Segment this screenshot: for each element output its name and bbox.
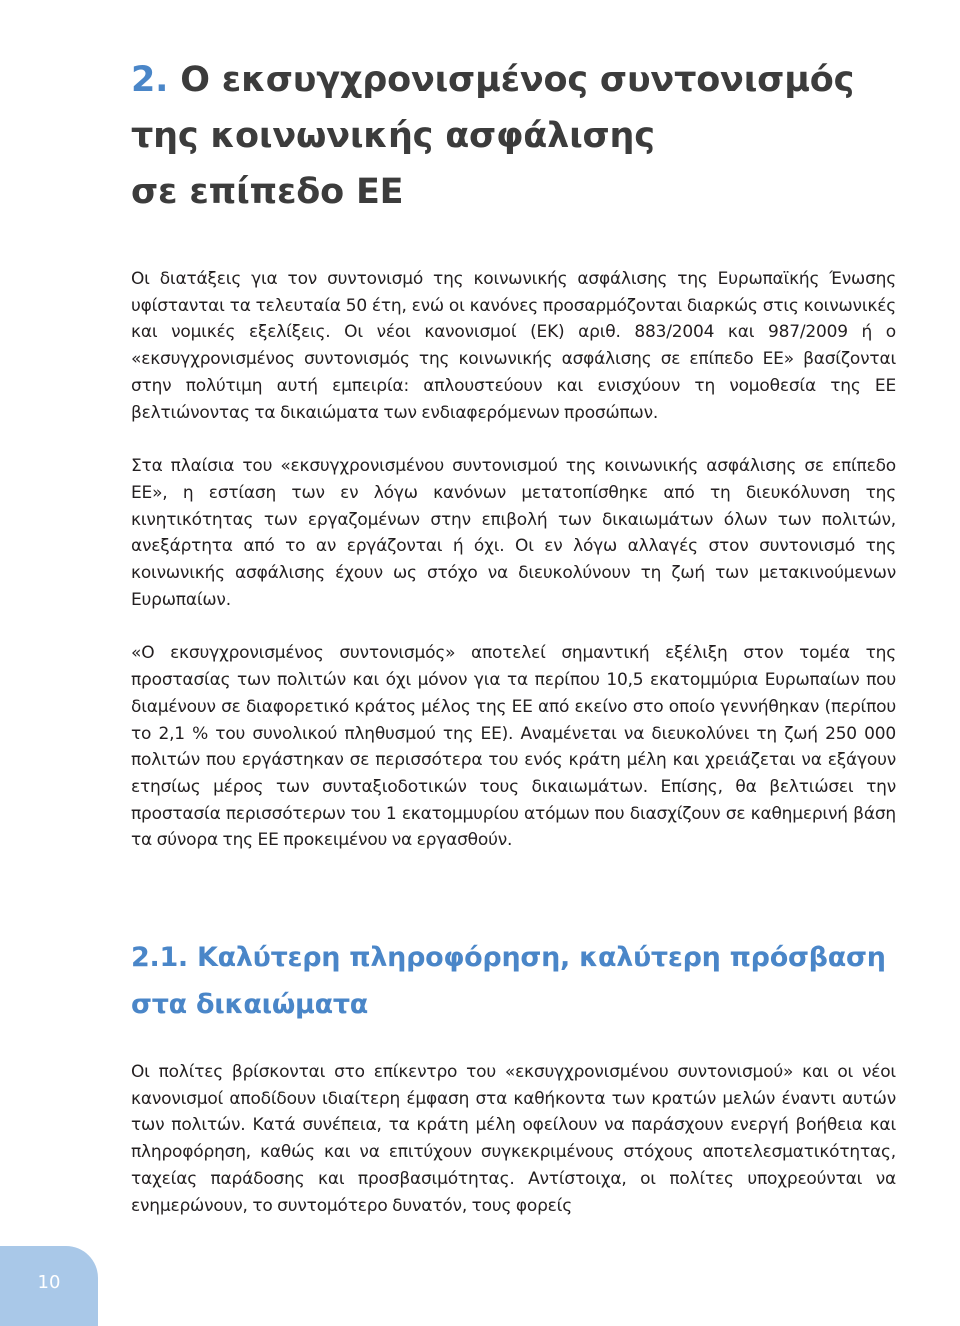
- section-title: [131, 934, 896, 1028]
- chapter-number: 2.: [131, 60, 169, 100]
- chapter-title-line-2: της κοινωνικής ασφάλισης: [131, 116, 655, 156]
- section-number: 2.1.: [131, 942, 188, 974]
- chapter-title-line-3: σε επίπεδο ΕΕ: [131, 172, 404, 212]
- section-title-line-1: Καλύτερη πληροφόρηση, καλύτερη πρόσβαση: [197, 942, 886, 974]
- body-paragraph-2: Στα πλαίσια του «εκσυγχρονισμένου συντονισμού της κοινωνικής ασφάλισης σε επίπεδο ΕΕ», η εστίαση των εν λόγω κανόνων μετατοπίσθηκε από τη διευκόλυνση της κινητικότητας των εργαζομένων στην επιβολή των δικαιωμάτων όλων των πολιτών, ανεξάρτητα από το αν εργάζονται ή όχι. Οι εν λόγω αλλαγές στον συντονισμό της κοινωνικής ασφάλισης έχουν ως στόχο να διευκολύνουν τη ζωή των μετακινούμενων Ευρωπαίων.: [131, 456, 896, 610]
- body-paragraph-3: «Ο εκσυγχρονισμένος συντονισμός» αποτελεί σημαντική εξέλιξη στον τομέα της προστασίας των πολιτών και όχι μόνον για τα περίπου 10,5 εκατομμύρια Ευρωπαίων που διαμένουν σε διαφορετικό κράτος μέλος της ΕΕ από εκείνο στο οποίο γεννήθηκαν (περίπου το 2,1 % του συνολικού πληθυσμού της ΕΕ). Αναμένεται να διευκολύνει τη ζωή 250 000 πολιτών που εργάστηκαν σε περισσότερα του ενός κράτη μέλη και χρειάζεται να εξάγουν ετησίως μέρος των συνταξιοδοτικών τους δικαιωμάτων. Επίσης, θα βελτιώσει την προστασία περισσότερων του 1 εκατομμυρίου ατόμων που διασχίζουν σε καθημερινή βάση τα σύνορα της ΕΕ προκειμένου να εργασθούν.: [131, 643, 896, 851]
- chapter-title: [131, 52, 896, 220]
- section-paragraph: Οι πολίτες βρίσκονται στο επίκεντρο του «εκσυγχρονισμένου συντονισμού» και οι νέοι κανονισμοί αποδίδουν ιδιαίτερη έμφαση στα καθήκοντα των κρατών μελών έναντι αυτών των πολιτών. Κατά συνέπεια, τα κράτη μέλη οφείλουν να παράσχουν ενεργή βοήθεια και πληροφόρηση, καθώς και να επιτύχουν συγκεκριμένους στόχους αποτελεσματικότητας, ταχείας παράδοσης και προσβασιμότητας. Αντίστοιχα, οι πολίτες υποχρεούνται να ενημερώνουν, το συντομότερο δυνατόν, τους φορείς: [131, 1062, 896, 1216]
- page-content: [131, 52, 896, 1246]
- section-title-line-2: στα δικαιώματα: [131, 989, 368, 1021]
- body-paragraph-1: Οι διατάξεις για τον συντονισμό της κοινωνικής ασφάλισης της Ευρωπαϊκής Ένωσης υφίστανται τα τελευταία 50 έτη, ενώ οι κανόνες προσαρμόζονται διαρκώς στις κοινωνικές και νομικές εξελίξεις. Οι νέοι κανονισμοί (ΕΚ) αριθ. 883/2004 και 987/2009 ή ο «εκσυγχρονισμένος συντονισμός της κοινωνικής ασφάλισης σε επίπεδο ΕΕ» βασίζονται στην πολύτιμη αυτή εμπειρία: απλουστεύουν και ενισχύουν τη νομοθεσία της ΕΕ βελτιώνοντας τα δικαιώματα των ενδιαφερόμενων προσώπων.: [131, 269, 896, 423]
- chapter-title-line-1: Ο εκσυγχρονισμένος συντονισμός: [180, 60, 855, 100]
- page-number: 10: [37, 1272, 61, 1293]
